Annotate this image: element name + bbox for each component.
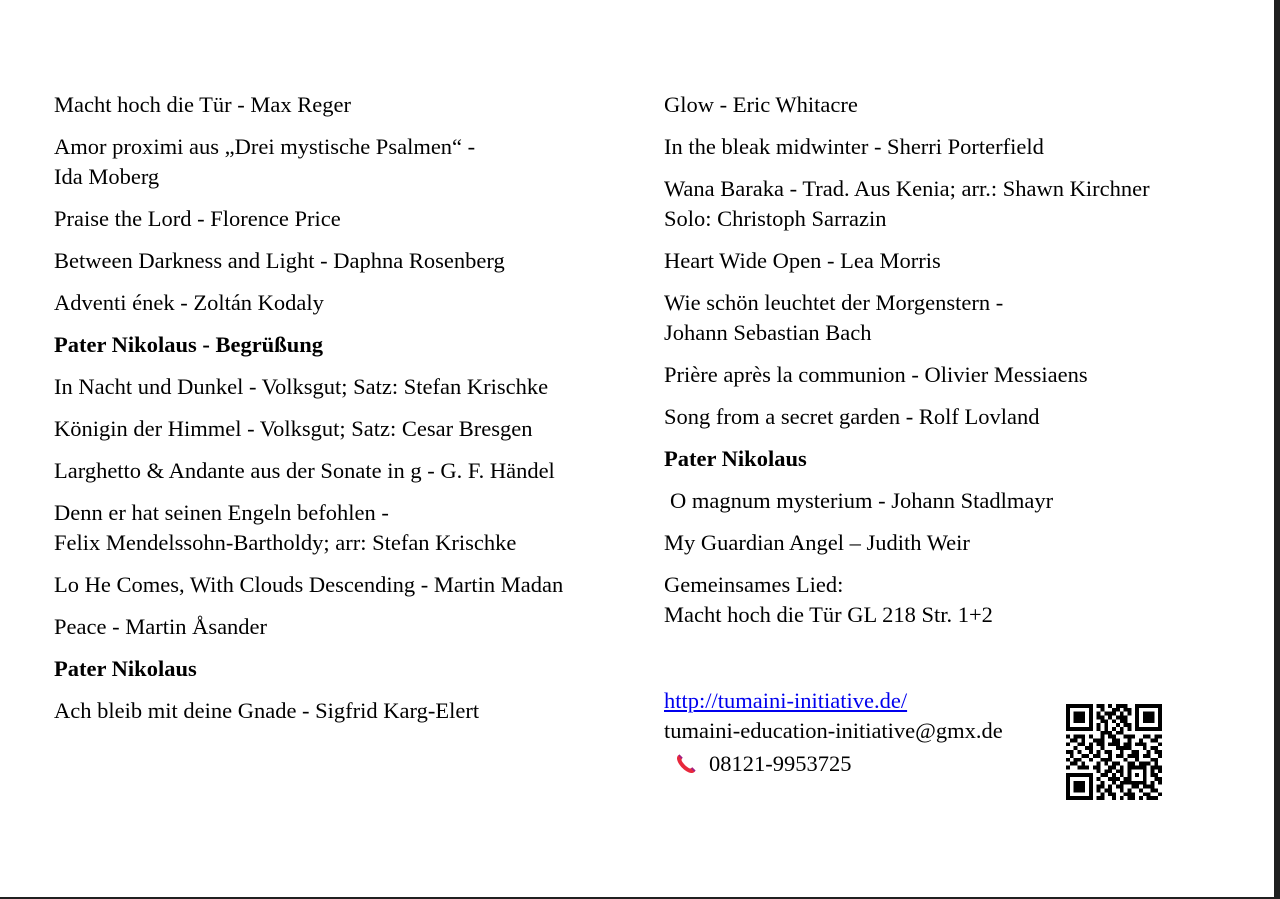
program-entry	[664, 246, 1224, 276]
program-entry	[54, 414, 644, 444]
email-address: tumaini-education-initiative@gmx.de	[664, 718, 1003, 743]
entry-line: Denn er hat seinen Engeln befohlen -	[54, 500, 389, 525]
program-entry	[54, 612, 644, 642]
program-entry	[664, 570, 1224, 630]
program-entry	[664, 132, 1224, 162]
phone-icon	[674, 752, 698, 776]
entry-line: Glow - Eric Whitacre	[664, 92, 858, 117]
entry-line: My Guardian Angel – Judith Weir	[664, 530, 970, 555]
entry-line: Königin der Himmel - Volksgut; Satz: Cesar Bresgen	[54, 416, 533, 441]
entry-line: Prière après la communion - Olivier Messiaens	[664, 362, 1088, 387]
entry-line: Praise the Lord - Florence Price	[54, 206, 341, 231]
program-entry-speaker	[54, 654, 644, 684]
entry-line: In Nacht und Dunkel - Volksgut; Satz: Stefan Krischke	[54, 374, 549, 399]
contact-block	[664, 686, 1003, 779]
program-column-right	[664, 90, 1224, 642]
program-entry	[54, 204, 644, 234]
phone-number: 08121-9953725	[709, 751, 852, 776]
program-entry	[664, 528, 1224, 558]
entry-line: Ach bleib mit deine Gnade - Sigfrid Karg-Elert	[54, 698, 480, 723]
program-entry	[664, 288, 1224, 348]
entry-line: Pater Nikolaus	[664, 446, 807, 471]
entry-line: Ida Moberg	[54, 164, 160, 189]
entry-line: Wana Baraka - Trad. Aus Kenia; arr.: Shawn Kirchner	[664, 176, 1150, 201]
program-entry-speaker	[54, 330, 644, 360]
program-entry	[54, 132, 644, 192]
phone-row	[664, 749, 1003, 779]
entry-line: O magnum mysterium - Johann Stadlmayr	[670, 488, 1054, 513]
entry-line: Macht hoch die Tür - Max Reger	[54, 92, 351, 117]
entry-line: Johann Sebastian Bach	[664, 320, 872, 345]
program-entry	[664, 174, 1224, 234]
entry-line: Song from a secret garden - Rolf Lovland	[664, 404, 1040, 429]
program-entry	[664, 90, 1224, 120]
entry-line: Felix Mendelssohn-Bartholdy; arr: Stefan Krischke	[54, 530, 517, 555]
program-entry	[664, 486, 1224, 516]
entry-line: Peace - Martin Åsander	[54, 614, 268, 639]
viewer-scrollbar-edge	[1274, 0, 1280, 899]
program-entry	[664, 360, 1224, 390]
entry-line: Gemeinsames Lied:	[664, 572, 844, 597]
entry-line: In the bleak midwinter - Sherri Porterfield	[664, 134, 1044, 159]
entry-line: Macht hoch die Tür GL 218 Str. 1+2	[664, 602, 993, 627]
entry-line: Heart Wide Open - Lea Morris	[664, 248, 941, 273]
entry-line: Larghetto & Andante aus der Sonate in g - G. F. Händel	[54, 458, 555, 483]
entry-line: Wie schön leuchtet der Morgenstern -	[664, 290, 1004, 315]
entry-line: Pater Nikolaus - Begrüßung	[54, 332, 323, 357]
program-column-left	[54, 90, 644, 738]
entry-line: Between Darkness and Light - Daphna Rosenberg	[54, 248, 505, 273]
program-entry	[54, 498, 644, 558]
program-entry	[664, 402, 1224, 432]
entry-line: Solo: Christoph Sarrazin	[664, 206, 887, 231]
entry-line: Adventi ének - Zoltán Kodaly	[54, 290, 324, 315]
program-entry	[54, 372, 644, 402]
website-link[interactable]: http://tumaini-initiative.de/	[664, 688, 908, 713]
program-entry	[54, 246, 644, 276]
program-entry	[54, 90, 644, 120]
program-entry	[54, 570, 644, 600]
program-entry	[54, 288, 644, 318]
qr-code-icon	[1066, 704, 1162, 800]
program-entry-speaker	[664, 444, 1224, 474]
entry-line: Lo He Comes, With Clouds Descending - Martin Madan	[54, 572, 564, 597]
program-entry	[54, 696, 644, 726]
entry-line: Amor proximi aus „Drei mystische Psalmen“ -	[54, 134, 476, 159]
program-entry	[54, 456, 644, 486]
entry-line: Pater Nikolaus	[54, 656, 197, 681]
